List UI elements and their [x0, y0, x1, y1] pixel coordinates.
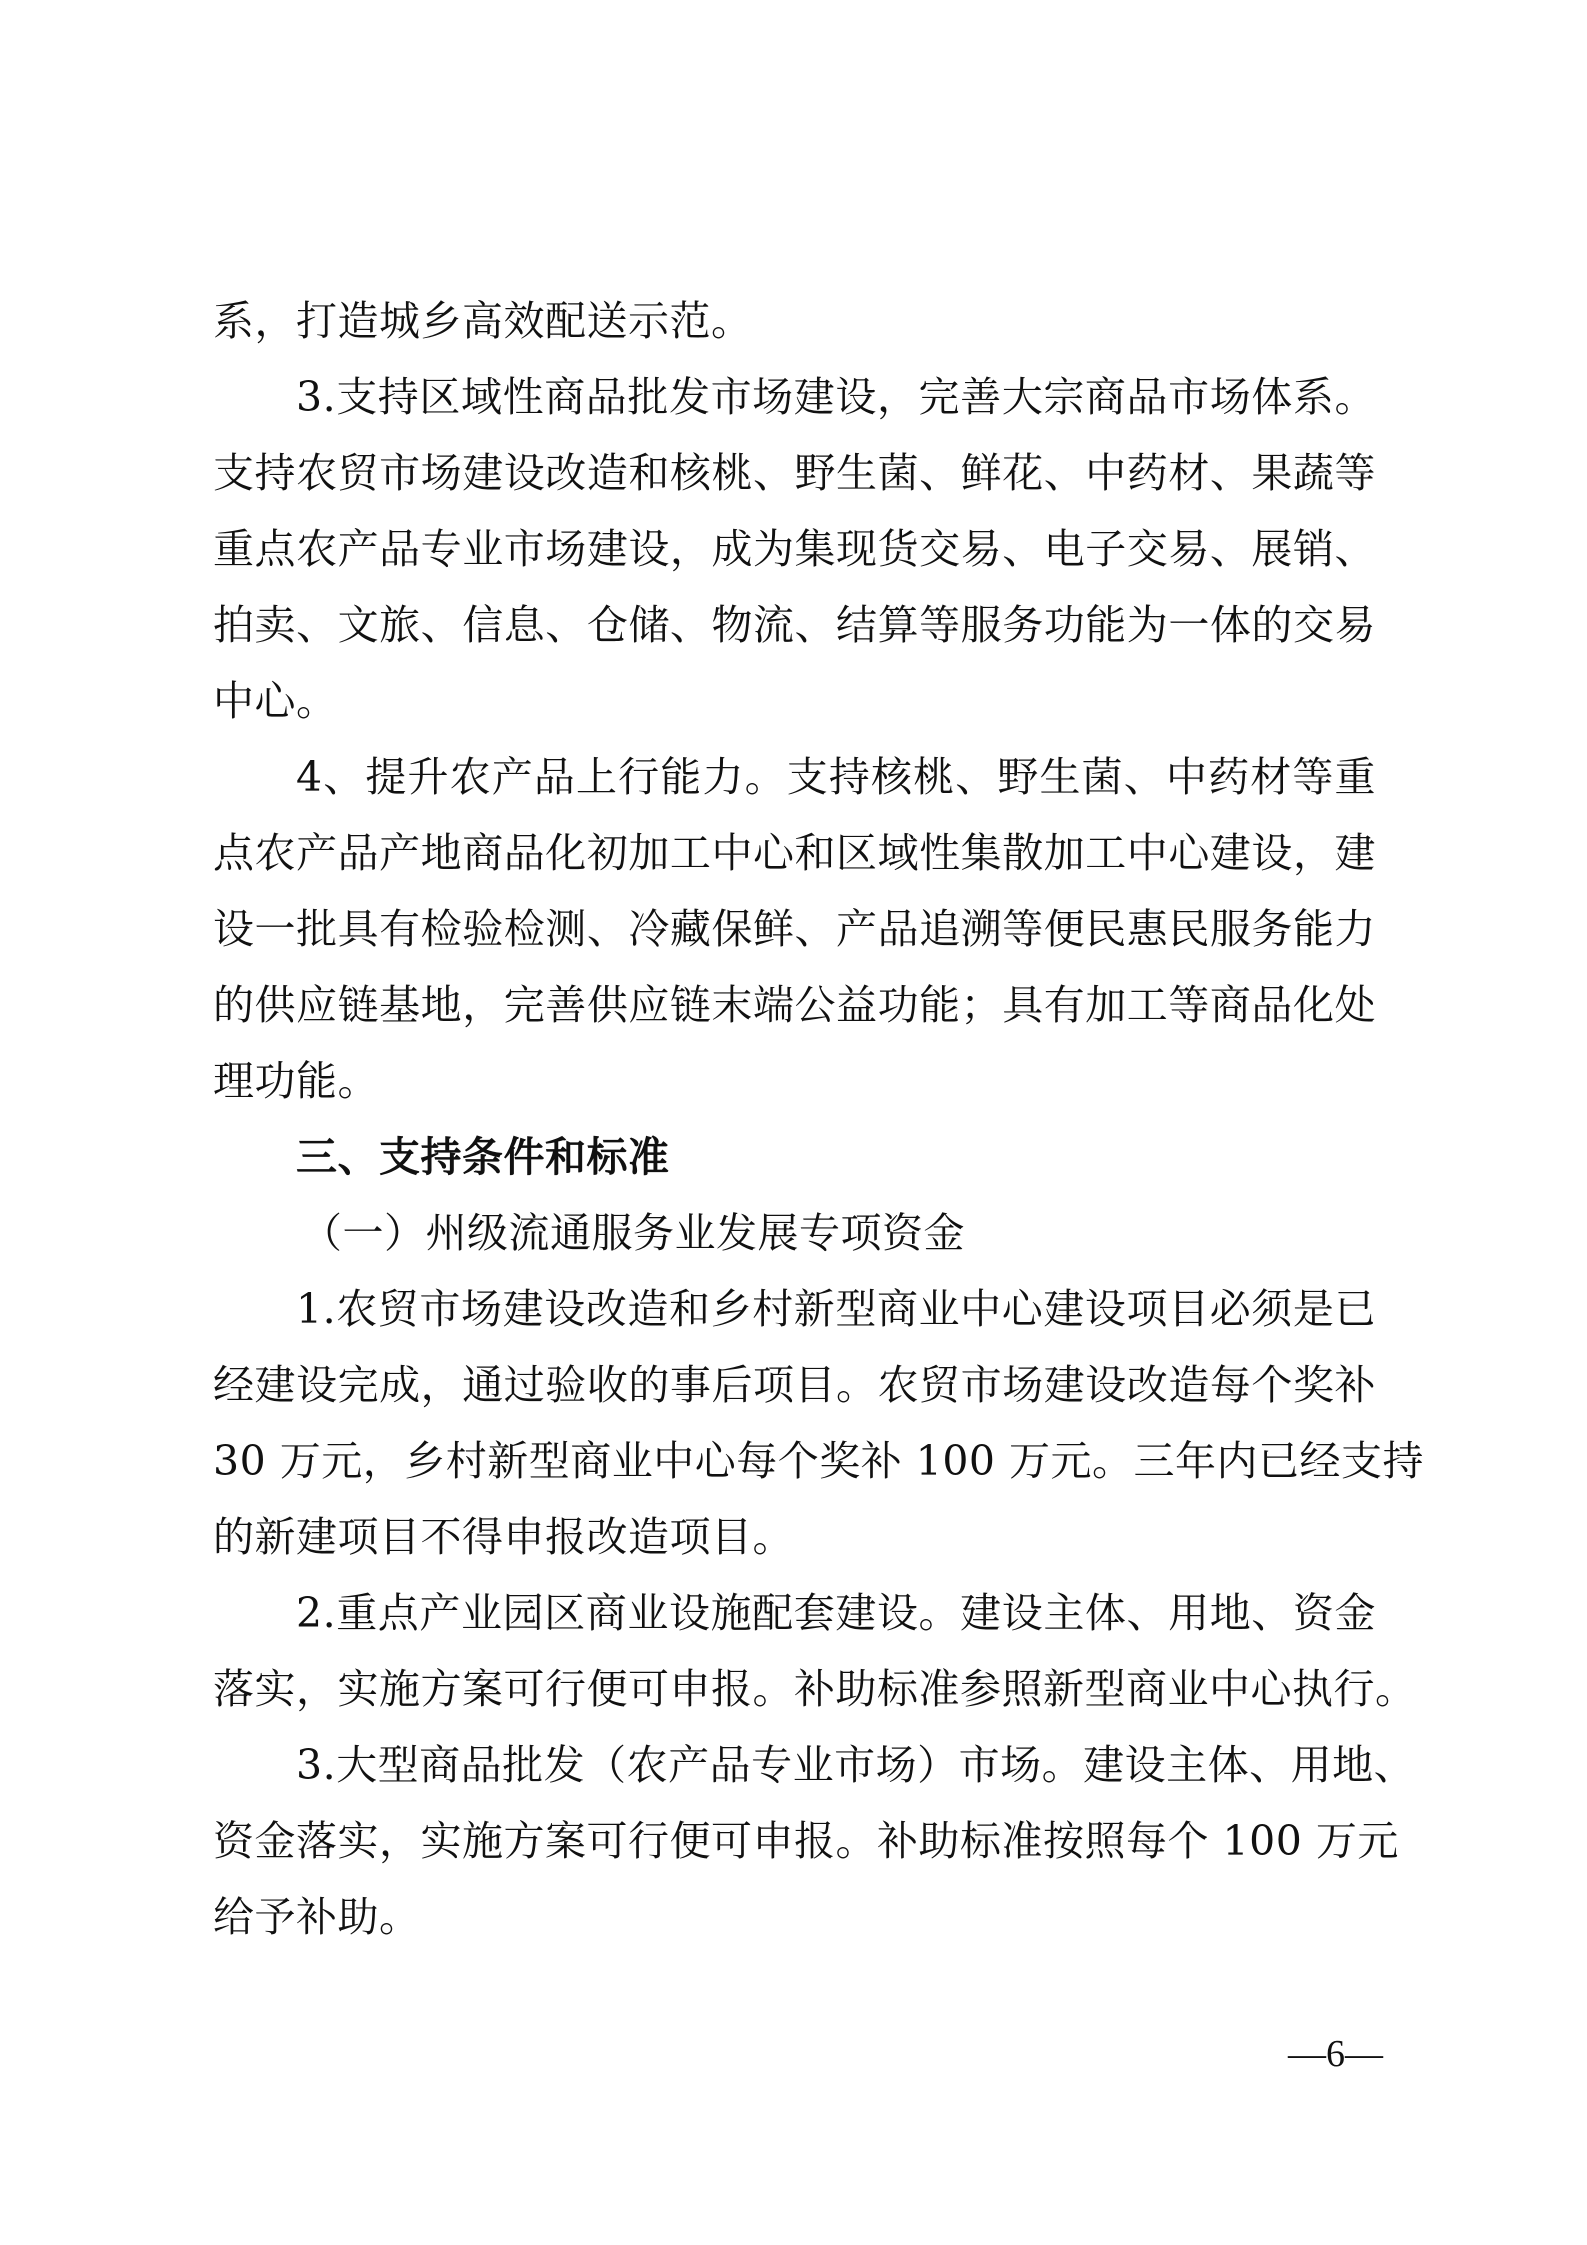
text-line: 资金落实，实施方案可行便可申报。补助标准按照每个 100 万元 — [213, 1817, 1399, 1865]
text-line: 落实，实施方案可行便可申报。补助标准参照新型商业中心执行。 — [213, 1665, 1417, 1713]
text-line: 重点农产品专业市场建设，成为集现货交易、电子交易、展销、 — [213, 525, 1376, 573]
text-line: 3.大型商品批发（农产品专业市场）市场。建设主体、用地、 — [296, 1741, 1416, 1789]
page-number: —6— — [1288, 2033, 1383, 2075]
text-line: 系，打造城乡高效配送示范。 — [213, 297, 753, 345]
text-line: 点农产品产地商品化初加工中心和区域性集散加工中心建设，建 — [213, 829, 1376, 877]
text-line: 3.支持区域性商品批发市场建设，完善大宗商品市场体系。 — [296, 373, 1376, 421]
text-line: 支持农贸市场建设改造和核桃、野生菌、鲜花、中药材、果蔬等 — [213, 449, 1376, 497]
subsection-heading: （一）州级流通服务业发展专项资金 — [301, 1209, 965, 1257]
text-line: 设一批具有检验检测、冷藏保鲜、产品追溯等便民惠民服务能力 — [213, 905, 1376, 953]
text-line: 4、提升农产品上行能力。支持核桃、野生菌、中药材等重 — [296, 753, 1376, 801]
text-line: 的供应链基地，完善供应链末端公益功能；具有加工等商品化处 — [213, 981, 1376, 1029]
text-line: 给予补助。 — [213, 1893, 421, 1941]
text-line: 1.农贸市场建设改造和乡村新型商业中心建设项目必须是已 — [296, 1285, 1376, 1333]
text-line: 拍卖、文旅、信息、仓储、物流、结算等服务功能为一体的交易 — [213, 601, 1376, 649]
section-heading: 三、支持条件和标准 — [296, 1133, 670, 1181]
text-line: 2.重点产业园区商业设施配套建设。建设主体、用地、资金 — [296, 1589, 1376, 1637]
text-line: 的新建项目不得申报改造项目。 — [213, 1513, 794, 1561]
text-line: 30 万元，乡村新型商业中心每个奖补 100 万元。三年内已经支持 — [213, 1437, 1425, 1485]
document-body — [213, 283, 1425, 1955]
text-line: 中心。 — [213, 677, 338, 725]
text-line: 理功能。 — [213, 1057, 379, 1105]
text-line: 经建设完成，通过验收的事后项目。农贸市场建设改造每个奖补 — [213, 1361, 1376, 1409]
